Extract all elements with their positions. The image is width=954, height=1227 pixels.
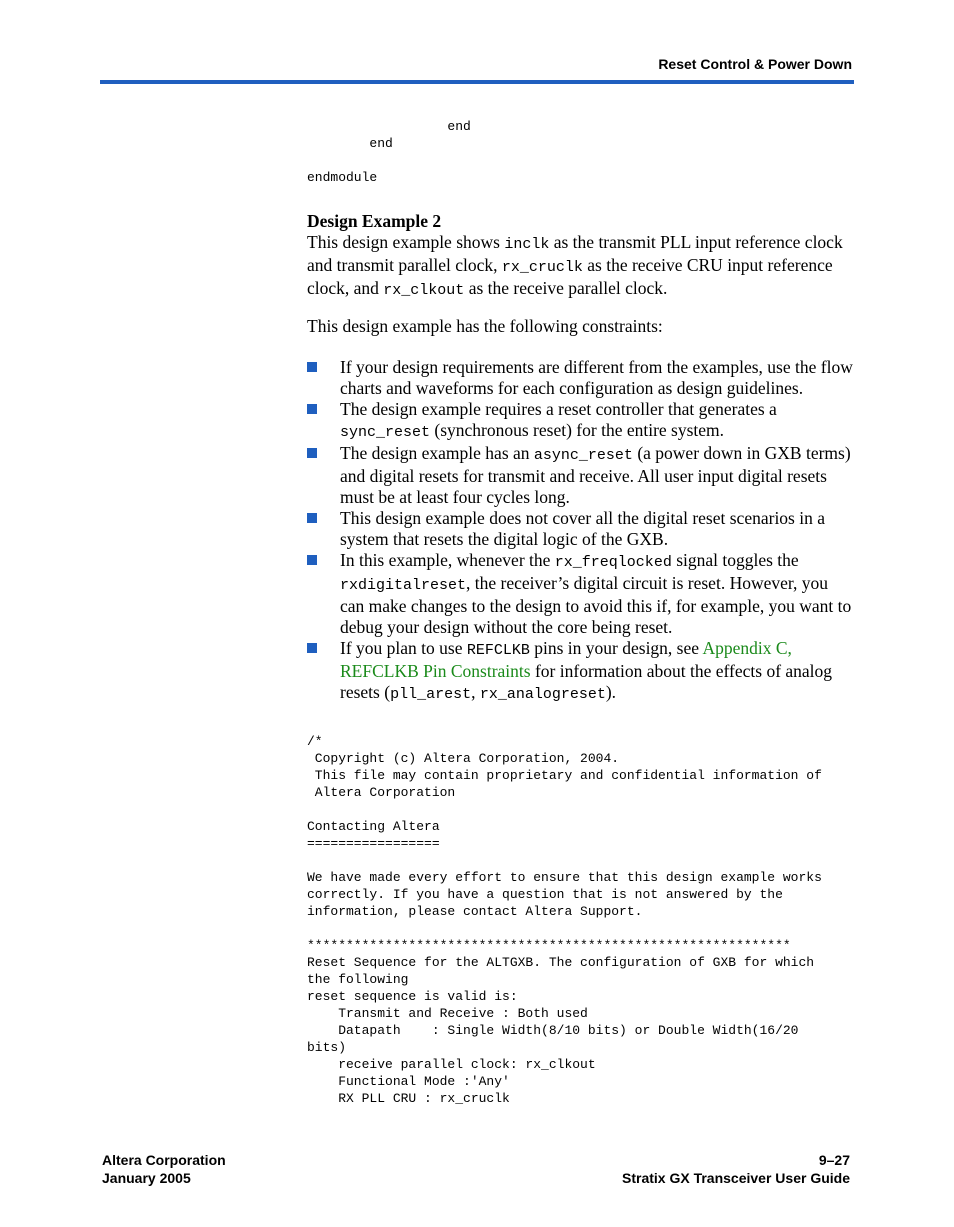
section-heading: Design Example 2 — [307, 211, 442, 231]
list-item: This design example does not cover all the digital reset scenarios in a system that resets the digital logic of the GXB. — [307, 508, 855, 550]
list-item: In this example, whenever the rx_freqlocked signal toggles the rxdigitalreset, the receiver’s digital circuit is reset. However, you can make changes to the design to avoid this if, for example, you want to debug your design without the core being reset. — [307, 550, 855, 638]
code-block-top: end end endmodule — [307, 119, 471, 185]
square-bullet-icon — [307, 448, 317, 458]
footer-left — [102, 1151, 226, 1187]
footer-page-number: 9–27 — [818, 1152, 850, 1168]
list-item: If your design requirements are different from the examples, use the flow charts and waveforms for each configuration as design guidelines. — [307, 357, 855, 399]
running-header-title: Reset Control & Power Down — [658, 56, 852, 72]
intro-paragraph: This design example shows inclk as the transmit PLL input reference clock and transmit parallel clock, rx_cruclk as the receive CRU input reference clock, and rx_clkout as the receive parallel clock. — [307, 232, 843, 299]
appendix-c-link[interactable]: Appendix C, REFCLKB Pin Constraints — [340, 638, 792, 681]
footer-guide-title: Stratix GX Transceiver User Guide — [622, 1170, 850, 1186]
footer-right — [622, 1151, 850, 1187]
code-block-bottom: /* Copyright (c) Altera Corporation, 2004. This file may contain proprietary and confidential information of Altera Corporation Contacting Altera ================= We have made every effort to ensure that this design example works correctly. If you have a question that is not answered by the information, please contact Altera Support. ************************************************************** Reset Sequence for the ALTGXB. The configuration of GXB for which the following reset sequence is valid is: Transmit and Receive : Both used Datapath : Single Width(8/10 bits) or Double Width(16/20 bits) receive parallel clock: rx_clkout Functional Mode :'Any' RX PLL CRU : rx_cruclk — [307, 734, 822, 1106]
list-item: If you plan to use REFCLKB pins in your design, see Appendix C, REFCLKB Pin Constraints for information about the effects of analog resets (pll_arest, rx_analogreset). — [307, 638, 855, 705]
header-rule — [100, 80, 854, 84]
list-item: The design example has an async_reset (a power down in GXB terms) and digital resets for transmit and receive. All user input digital resets must be at least four cycles long. — [307, 443, 855, 508]
square-bullet-icon — [307, 643, 317, 653]
square-bullet-icon — [307, 555, 317, 565]
list-item: The design example requires a reset controller that generates a sync_reset (synchronous reset) for the entire system. — [307, 399, 855, 443]
footer-company: Altera Corporation — [102, 1152, 226, 1168]
square-bullet-icon — [307, 404, 317, 414]
footer-date: January 2005 — [102, 1170, 191, 1186]
square-bullet-icon — [307, 362, 317, 372]
square-bullet-icon — [307, 513, 317, 523]
constraints-list — [307, 357, 855, 705]
constraints-intro: This design example has the following constraints: — [307, 316, 663, 336]
